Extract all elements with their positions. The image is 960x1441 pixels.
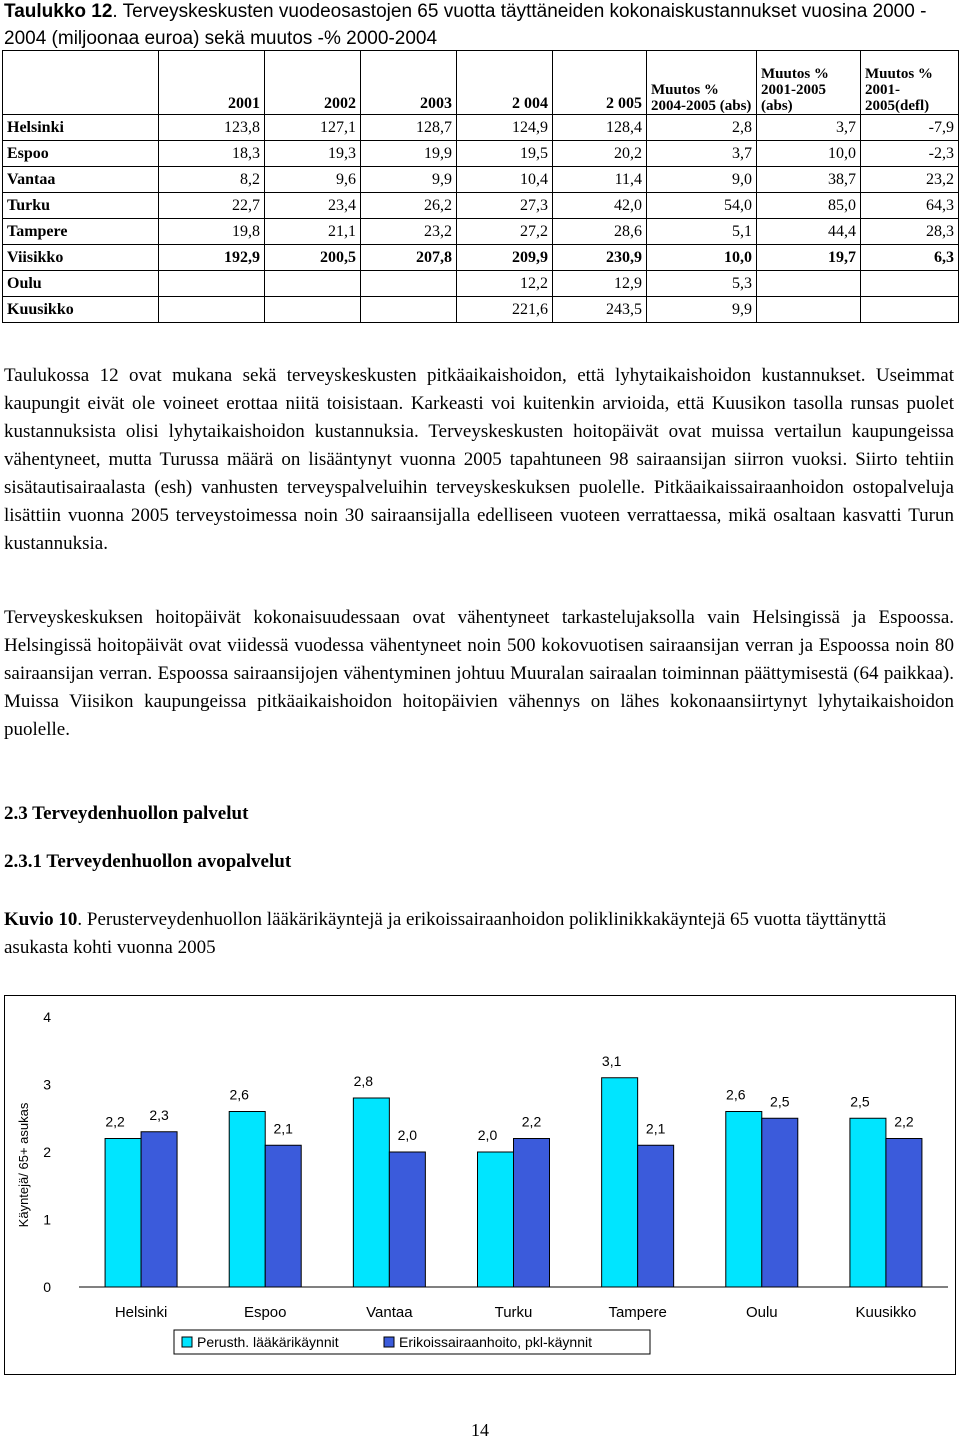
table-header-row (3, 51, 959, 115)
chart-legend (174, 1330, 650, 1354)
header-corner (3, 51, 159, 115)
data-label: 2,2 (521, 1113, 542, 1130)
row-label: Tampere (3, 219, 159, 245)
table-cell: 27,3 (457, 193, 553, 219)
table-cell: 26,2 (361, 193, 457, 219)
y-tick-label: 3 (43, 1076, 51, 1093)
table-cell: 23,4 (265, 193, 361, 219)
x-tick-label: Kuusikko (855, 1304, 917, 1321)
table-cell: 6,3 (861, 245, 959, 271)
table-cell: 28,3 (861, 219, 959, 245)
table-cell: 128,4 (553, 115, 647, 141)
data-label: 2,6 (229, 1086, 249, 1103)
y-tick-label: 1 (43, 1211, 51, 1228)
table-cell (861, 271, 959, 297)
x-tick-label: Helsinki (114, 1304, 168, 1321)
table-cell: 192,9 (159, 245, 265, 271)
table-row (3, 297, 959, 323)
data-label: 2,2 (894, 1113, 914, 1130)
table-row (3, 167, 959, 193)
table-cell: 5,3 (647, 271, 757, 297)
table-cell: 44,4 (757, 219, 861, 245)
table-cell (757, 271, 861, 297)
table-cell: 207,8 (361, 245, 457, 271)
row-label: Turku (3, 193, 159, 219)
bar-perusth-vantaa (353, 1098, 389, 1287)
table-cell: 8,2 (159, 167, 265, 193)
data-label: 2,0 (477, 1127, 498, 1143)
bar-erikois-kuusikko (886, 1139, 922, 1288)
y-tick-label: 2 (43, 1144, 51, 1160)
legend-label: Perusth. lääkärikäynnit (197, 1334, 339, 1350)
bar-erikois-vantaa (389, 1152, 425, 1287)
table-cell: 19,5 (457, 141, 553, 167)
data-label: 3,1 (601, 1052, 622, 1069)
paragraph-2: Terveyskeskuksen hoitopäivät kokonaisuudessaan ovat vähentyneet tarkastelujaksolla vain Helsingissä ja Espoossa. Helsingissä hoitopäivät ovat viidessä vuodessa vähentyneet noin 500 kokovuotisen sairaansijan verran ja Espoossa noin 80 sairaansijan verran. Espoossa sairaansijojen vähentyminen johtuu Muuralan sairaalan toiminnan päättymisestä (64 paikkaa). Muissa Viisikon kaupungeissa pitkäaikaishoidon hoitopäivien vähennys on lähes kokonaansiirtynyt lyhytaikaishoidon puolelle. (4, 607, 954, 740)
table-cell: 23,2 (361, 219, 457, 245)
bar-perusth-oulu (726, 1112, 762, 1288)
table-cell: 20,2 (553, 141, 647, 167)
bar-erikois-turku (514, 1139, 550, 1288)
table-row (3, 219, 959, 245)
table-cell: 10,0 (757, 141, 861, 167)
table-cell: 21,1 (265, 219, 361, 245)
legend-swatch (182, 1337, 192, 1347)
table-cell (757, 297, 861, 323)
table-caption (4, 0, 956, 52)
bar-perusth-helsinki (105, 1139, 141, 1288)
table-cell: 42,0 (553, 193, 647, 219)
data-label: 2,2 (105, 1113, 125, 1130)
table-cell: 22,7 (159, 193, 265, 219)
subsection-heading: 2.3.1 Terveydenhuollon avopalvelut (4, 851, 292, 872)
data-label: 2,8 (353, 1073, 374, 1089)
figure-caption (4, 906, 954, 962)
table-cell: 128,7 (361, 115, 457, 141)
table-cell: 127,1 (265, 115, 361, 141)
table-cell: 19,8 (159, 219, 265, 245)
bar-erikois-oulu (762, 1118, 798, 1287)
table-cell: 85,0 (757, 193, 861, 219)
bar-chart (4, 995, 956, 1375)
table-cell: 5,1 (647, 219, 757, 245)
data-label: 2,5 (850, 1093, 870, 1110)
table-cell: 19,7 (757, 245, 861, 271)
data-label: 2,5 (770, 1093, 790, 1110)
table-cell (361, 297, 457, 323)
table-cell (265, 271, 361, 297)
header-cell: Muutos % 2004-2005 (abs) (647, 51, 757, 115)
table-cell: 18,3 (159, 141, 265, 167)
header-cell: 2002 (265, 51, 361, 115)
header-cell: 2 005 (553, 51, 647, 115)
data-label: 2,1 (645, 1120, 666, 1137)
table-cell: -7,9 (861, 115, 959, 141)
table-cell: 124,9 (457, 115, 553, 141)
table-cell (159, 297, 265, 323)
table-cell: 230,9 (553, 245, 647, 271)
x-tick-label: Espoo (243, 1304, 287, 1321)
table-cell: 27,2 (457, 219, 553, 245)
table-cell: 3,7 (757, 115, 861, 141)
x-tick-label: Oulu (745, 1304, 778, 1321)
table-cell (361, 271, 457, 297)
figure-caption-label: Kuvio 10 (4, 909, 78, 930)
table-row (3, 193, 959, 219)
table-cell: 54,0 (647, 193, 757, 219)
table-cell: 9,6 (265, 167, 361, 193)
row-label: Helsinki (3, 115, 159, 141)
row-label: Kuusikko (3, 297, 159, 323)
table-cell: 9,0 (647, 167, 757, 193)
table-cell: 9,9 (361, 167, 457, 193)
x-tick-label: Tampere (608, 1304, 667, 1321)
table-row (3, 141, 959, 167)
table-cell: 200,5 (265, 245, 361, 271)
y-tick-label: 0 (43, 1279, 51, 1295)
header-cell: Muutos % 2001-2005 (abs) (757, 51, 861, 115)
x-tick-label: Vantaa (366, 1304, 413, 1321)
legend-swatch (384, 1337, 394, 1347)
data-label: 2,3 (149, 1106, 169, 1123)
table-row (3, 115, 959, 141)
bar-perusth-kuusikko (850, 1118, 886, 1287)
table-caption-label: Taulukko 12 (4, 1, 113, 22)
table-cell: 10,0 (647, 245, 757, 271)
figure-caption-text: . Perusterveydenhuollon lääkärikäyntejä ja erikoissairaanhoidon poliklinikkakäyntejä 65 vuotta täyttänyttä asukasta kohti vuonna 2005 (4, 909, 887, 958)
table-cell: 12,2 (457, 271, 553, 297)
table-cell: 9,9 (647, 297, 757, 323)
bar-perusth-tampere (602, 1078, 638, 1287)
bar-perusth-espoo (229, 1112, 265, 1288)
bar-perusth-turku (478, 1152, 514, 1287)
row-label: Oulu (3, 271, 159, 297)
data-label: 2,1 (273, 1120, 293, 1137)
table-cell: 123,8 (159, 115, 265, 141)
table-cell: 28,6 (553, 219, 647, 245)
row-label: Vantaa (3, 167, 159, 193)
data-label: 2,0 (397, 1127, 418, 1143)
table-row (3, 245, 959, 271)
header-cell: Muutos % 2001-2005(defl) (861, 51, 959, 115)
bar-erikois-tampere (638, 1145, 674, 1287)
table-cell: 19,3 (265, 141, 361, 167)
bar-erikois-helsinki (141, 1132, 177, 1287)
row-label: Viisikko (3, 245, 159, 271)
table-cell (159, 271, 265, 297)
table-cell: 11,4 (553, 167, 647, 193)
table-cell: -2,3 (861, 141, 959, 167)
table-cell: 3,7 (647, 141, 757, 167)
cost-table (2, 50, 959, 323)
table-cell: 2,8 (647, 115, 757, 141)
table-cell: 221,6 (457, 297, 553, 323)
table-cell: 64,3 (861, 193, 959, 219)
table-cell (861, 297, 959, 323)
y-tick-label: 4 (43, 1009, 51, 1025)
page-number: 14 (471, 1420, 489, 1440)
table-cell: 19,9 (361, 141, 457, 167)
y-axis-label: Käyntejä/ 65+ asukas (16, 1102, 31, 1228)
row-label: Espoo (3, 141, 159, 167)
table-cell: 12,9 (553, 271, 647, 297)
x-tick-label: Turku (494, 1304, 533, 1321)
section-heading: 2.3 Terveydenhuollon palvelut (4, 803, 249, 824)
table-cell (265, 297, 361, 323)
data-label: 2,6 (726, 1086, 746, 1103)
table-cell: 23,2 (861, 167, 959, 193)
table-cell: 209,9 (457, 245, 553, 271)
header-cell: 2001 (159, 51, 265, 115)
bar-erikois-espoo (265, 1145, 301, 1287)
legend-label: Erikoissairaanhoito, pkl-käynnit (399, 1334, 592, 1350)
table-cell: 38,7 (757, 167, 861, 193)
table-cell: 243,5 (553, 297, 647, 323)
table-row (3, 271, 959, 297)
table-caption-text: . Terveyskeskusten vuodeosastojen 65 vuotta täyttäneiden kokonaiskustannukset vuosina 2000 - 2004 (miljoonaa euroa) sekä muutos -% 2000-2004 (4, 1, 927, 49)
table-cell: 10,4 (457, 167, 553, 193)
header-cell: 2003 (361, 51, 457, 115)
paragraph-1: Taulukossa 12 ovat mukana sekä terveyskeskusten pitkäaikaishoidon, että lyhytaikaishoidon kustannukset. Useimmat kaupungit eivät ole voineet erottaa niitä toisistaan. Karkeasti voi kuitenkin arvioida, että Kuusikon tasolla runsas puolet kustannuksista olisi lyhytaikaishoidon kustannuksia. Terveyskeskusten hoitopäivät ovat muissa vertailun kaupungeissa vähentyneet, mutta Turussa määrä on lisääntynyt vuonna 2005 tapahtuneen 98 sairaansijan siirron vuoksi. Siirto tehtiin sisätautisairaalasta (esh) vanhusten terveyspalveluihin terveyskeskuksen puolelle. Pitkäaikaissairaanhoidon ostopalveluja lisättiin vuonna 2005 terveystoimessa noin 30 sairaansijalla edelliseen vuoteen verrattaessa, mikä osaltaan kasvatti Turun kustannuksia. (4, 365, 954, 554)
header-cell: 2 004 (457, 51, 553, 115)
